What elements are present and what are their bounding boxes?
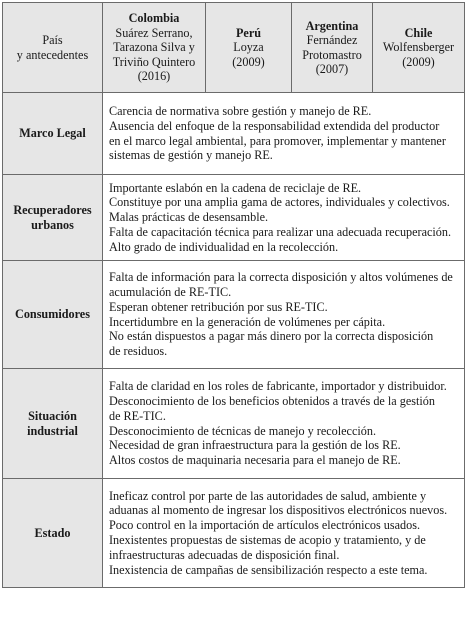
content-line: de residuos.	[109, 344, 168, 359]
content-line: Incertidumbre en la generación de volúmenes per cápita.	[109, 314, 386, 329]
row-content-cell	[103, 93, 465, 175]
row-content-cell	[103, 175, 465, 261]
row-content-cell	[103, 369, 465, 479]
content-line: aduanas al momento de ingresar los dispositivos electrónicos nuevos.	[109, 503, 448, 518]
content-line: No están dispuestos a pagar más dinero por la correcta disposición	[109, 329, 434, 344]
source-line: Protomastro	[302, 47, 362, 62]
table-row	[3, 175, 465, 261]
header-colombia-cell	[103, 3, 206, 93]
content-line: Carencia de normativa sobre gestión y manejo de RE.	[109, 103, 372, 118]
content-line: Desconocimiento de los beneficios obtenidos a través de la gestión	[109, 393, 435, 408]
content-line: Importante eslabón en la cadena de reciclaje de RE.	[109, 180, 362, 195]
row-content-cell	[103, 479, 465, 588]
source-line: Loyza	[233, 40, 264, 55]
content-line: Ineficaz control por parte de las autoridades de salud, ambiente y	[109, 488, 427, 503]
content-line: Falta de información para la correcta disposición y altos volúmenes de	[109, 270, 453, 285]
row-label-cell	[3, 93, 103, 175]
source-line: (2009)	[402, 54, 435, 69]
country-name: Colombia	[128, 11, 180, 26]
content-line: infraestructuras adecuadas de disposición final.	[109, 547, 340, 562]
content-line: Falta de claridad en los roles de fabricante, importador y distribuidor.	[109, 379, 447, 394]
source-line: Wolfensberger	[382, 40, 455, 55]
row-content-cell	[103, 261, 465, 369]
source-line: Triviño Quintero	[112, 54, 196, 69]
content-line: Altos costos de maquinaria necesaria para el manejo de RE.	[109, 453, 401, 468]
table-row	[3, 93, 465, 175]
source-line: Tarazona Silva y	[113, 40, 195, 55]
row-label-cell	[3, 479, 103, 588]
table-row	[3, 479, 465, 588]
row-label-cell	[3, 261, 103, 369]
content-line: Inexistentes propuestas de sistemas de acopio y tratamiento, y de	[109, 533, 426, 547]
content-line: Constituye por una amplia gama de actores, individuales y colectivos.	[109, 195, 450, 210]
country-name: Perú	[235, 25, 262, 40]
content-line: Inexistencia de campañas de sensibilización respecto a este tema.	[109, 562, 428, 577]
row-label-cell	[3, 369, 103, 479]
source-line: (2009)	[232, 54, 265, 69]
country-name: Argentina	[305, 18, 359, 33]
content-line: sistemas de gestión y manejo RE.	[109, 148, 273, 163]
row-label-line: Situación	[28, 408, 77, 423]
content-line: Falta de capacitación técnica para realizar una adecuada recuperación.	[109, 224, 452, 239]
row-label-line: Estado	[34, 525, 71, 540]
header-argentina-cell	[292, 3, 373, 93]
content-line: acumulación de RE-TIC.	[109, 284, 232, 299]
header-country-label-cell	[3, 3, 103, 93]
row-label-cell	[3, 175, 103, 261]
header-peru-cell	[206, 3, 292, 93]
row-label-line: Consumidores	[15, 307, 90, 321]
row-label-line: urbanos	[31, 217, 74, 232]
content-line: Esperan obtener retribución por sus RE-TIC.	[109, 299, 328, 314]
source-line: (2007)	[315, 62, 349, 76]
comparison-table	[2, 2, 465, 588]
row-label-line: Recuperadores	[13, 202, 92, 217]
country-name: Chile	[404, 25, 433, 40]
content-line: Malas prácticas de desensamble.	[109, 210, 269, 225]
row-label-line: industrial	[27, 423, 78, 438]
header-chile-cell	[373, 3, 465, 93]
content-line: Necesidad de gran infraestructura para la gestión de los RE.	[109, 438, 401, 453]
table-header-row	[3, 3, 465, 93]
source-line: Fernández	[306, 33, 358, 47]
content-line: Alto grado de individualidad en la recolección.	[109, 239, 339, 254]
content-line: en el marco legal ambiental, para promover, implementar y mantener	[109, 133, 446, 148]
content-line: de RE-TIC.	[109, 408, 166, 423]
header-label-line: País	[42, 33, 63, 47]
source-line: Suárez Serrano,	[115, 25, 193, 40]
content-line: Desconocimiento de técnicas de manejo y recolección.	[109, 423, 376, 438]
row-label-line: Marco Legal	[19, 126, 86, 140]
table-row	[3, 261, 465, 369]
content-line: Poco control en la importación de artículos electrónicos usados.	[109, 518, 421, 533]
table-row	[3, 369, 465, 479]
header-label-line: y antecedentes	[16, 47, 89, 62]
content-line: Ausencia del enfoque de la responsabilidad extendida del productor	[109, 118, 440, 133]
source-line: (2016)	[137, 69, 171, 84]
